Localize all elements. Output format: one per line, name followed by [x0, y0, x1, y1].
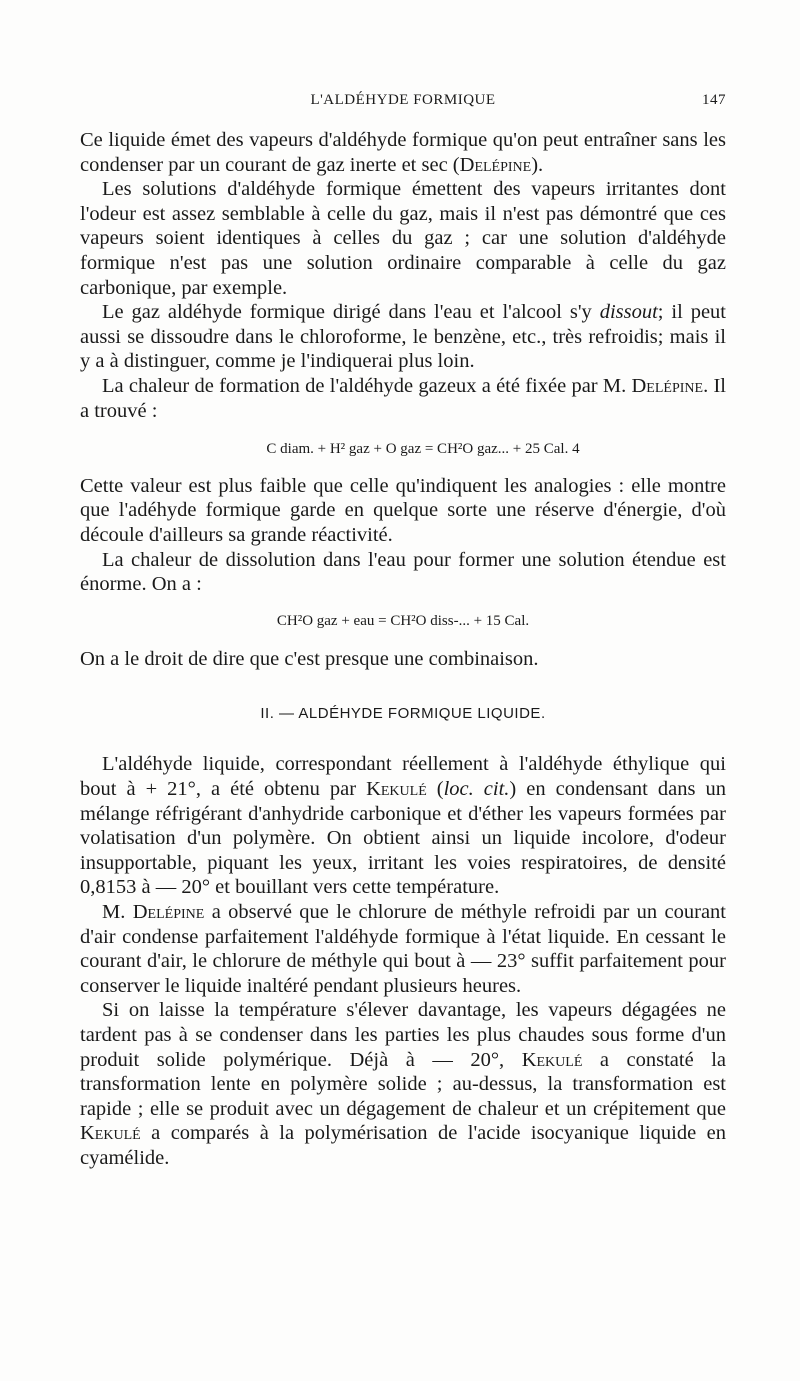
- equation: CH²O gaz + eau = CH²O diss-... + 15 Cal.: [276, 612, 530, 629]
- author-name: Kekulé: [80, 1122, 141, 1145]
- running-title: L'ALDÉHYDE FORMIQUE: [310, 92, 496, 108]
- author-name: Delépine: [631, 374, 704, 397]
- paragraph: La chaleur de formation de l'aldéhyde gazeux a été fixée par M. Delépine. Il a trouvé :: [80, 374, 726, 422]
- paragraph: La chaleur de dissolution dans l'eau pour former une solution étendue est énorme. On a :: [80, 548, 726, 596]
- author-name: Kekulé: [521, 1048, 583, 1071]
- page-number: 147: [702, 92, 726, 108]
- running-head: [80, 92, 726, 116]
- author-name: Delépine: [132, 901, 205, 924]
- paragraph: Ce liquide émet des vapeurs d'aldéhyde formique qu'on peut entraîner sans les condenser par un courant de gaz inerte et sec (Delépine).: [80, 129, 726, 176]
- paragraph: L'aldéhyde liquide, correspondant réellement à l'aldéhyde éthylique qui bout à + 21°, a été obtenu par Kekulé (loc. cit.) en condensant dans un mélange réfrigérant d'anhydride carbonique et d'éther les vapeurs formées par volatisation d'un polymère. On obtient ainsi un liquide incolore, d'odeur insupportable, piquant les yeux, irritant les voies respiratoires, de densité 0,8153 à — 20° et bouillant vers cette température.: [80, 753, 726, 899]
- paragraph: M. Delépine a observé que le chlorure de méthyle refroidi par un courant d'air condense parfaitement l'aldéhyde formique à l'état liquide. En cessant le courant d'air, le chlorure de méthyle qui bout à — 23° suffit parfaitement pour conserver le liquide inaltéré pendant plusieurs heures.: [80, 901, 726, 997]
- paragraph: Le gaz aldéhyde formique dirigé dans l'eau et l'alcool s'y dissout; il peut aussi se dissoudre dans le chloroforme, le benzène, etc., très refroidis; mais il y a à distinguer, comme je l'indiquerai plus loin.: [80, 301, 726, 373]
- equation: C diam. + H² gaz + O gaz = CH²O gaz... + 25 Cal. 4: [266, 441, 580, 458]
- paragraph: Si on laisse la température s'élever davantage, les vapeurs dégagées ne tardent pas à se condenser dans les parties les plus chaudes sous forme d'un produit solide polymérique. Déjà à — 20°, Kekulé a constaté la transformation lente en polymère solide ; au-dessus, la transformation est rapide ; elle se produit avec un dégagement de chaleur et un crépitement que Kekulé a comparés à la polymérisation de l'acide isocyanique liquide en cyamélide.: [80, 999, 726, 1169]
- citation: loc. cit.: [443, 778, 510, 801]
- paragraph: On a le droit de dire que c'est presque une combinaison.: [80, 648, 539, 671]
- author-name: Delépine: [459, 153, 532, 176]
- body-text: [80, 128, 726, 1171]
- emphasis: dissout: [599, 301, 658, 324]
- section-heading: II. — ALDÉHYDE FORMIQUE LIQUIDE.: [260, 704, 546, 722]
- paragraph: Les solutions d'aldéhyde formique émettent des vapeurs irritantes dont l'odeur est assez semblable à celle du gaz, mais il n'est pas démontré que ces vapeurs soient identiques à celles du gaz ; car une solution d'aldéhyde formique n'est pas une solution ordinaire comparable à celle du gaz carbonique, par exemple.: [80, 178, 726, 299]
- author-name: Kekulé: [366, 778, 427, 801]
- paragraph: Cette valeur est plus faible que celle qu'indiquent les analogies : elle montre que l'adéhyde formique garde en quelque sorte une réserve d'énergie, d'où découle d'ailleurs sa grande réactivité.: [80, 474, 726, 546]
